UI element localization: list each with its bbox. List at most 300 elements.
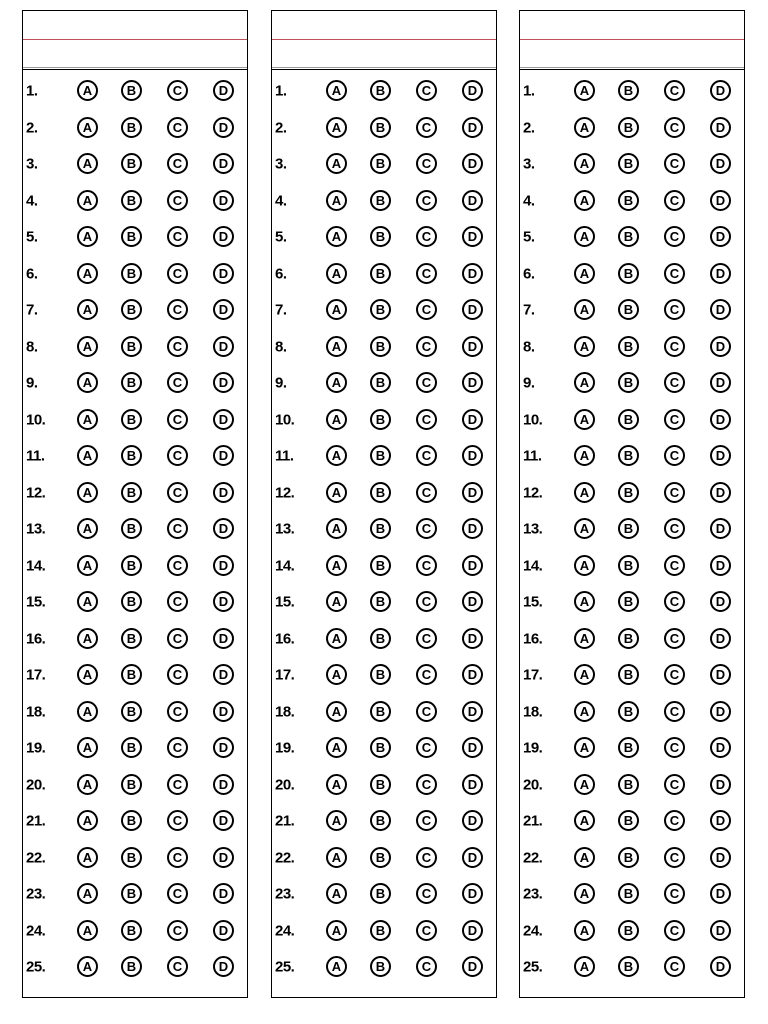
answer-bubble-d[interactable]: D: [213, 810, 234, 831]
answer-bubble-a[interactable]: A: [326, 190, 347, 211]
answer-bubble-c[interactable]: C: [167, 299, 188, 320]
answer-bubble-b[interactable]: B: [618, 591, 639, 612]
answer-bubble-d[interactable]: D: [462, 153, 483, 174]
answer-bubble-c[interactable]: C: [664, 117, 685, 138]
answer-bubble-d[interactable]: D: [462, 883, 483, 904]
answer-bubble-c[interactable]: C: [167, 883, 188, 904]
answer-bubble-c[interactable]: C: [167, 810, 188, 831]
answer-bubble-c[interactable]: C: [664, 737, 685, 758]
answer-bubble-a[interactable]: A: [326, 445, 347, 466]
answer-bubble-d[interactable]: D: [462, 409, 483, 430]
answer-bubble-a[interactable]: A: [77, 701, 98, 722]
answer-bubble-a[interactable]: A: [574, 591, 595, 612]
answer-bubble-c[interactable]: C: [416, 628, 437, 649]
answer-bubble-b[interactable]: B: [121, 482, 142, 503]
answer-bubble-d[interactable]: D: [213, 372, 234, 393]
answer-bubble-d[interactable]: D: [213, 555, 234, 576]
answer-bubble-a[interactable]: A: [326, 920, 347, 941]
answer-bubble-d[interactable]: D: [710, 810, 731, 831]
answer-bubble-d[interactable]: D: [462, 482, 483, 503]
answer-bubble-c[interactable]: C: [664, 482, 685, 503]
answer-bubble-b[interactable]: B: [370, 226, 391, 247]
answer-bubble-c[interactable]: C: [664, 372, 685, 393]
answer-bubble-c[interactable]: C: [416, 190, 437, 211]
answer-bubble-b[interactable]: B: [121, 664, 142, 685]
answer-bubble-a[interactable]: A: [574, 956, 595, 977]
answer-bubble-a[interactable]: A: [574, 226, 595, 247]
answer-bubble-c[interactable]: C: [167, 226, 188, 247]
answer-bubble-a[interactable]: A: [574, 117, 595, 138]
answer-bubble-a[interactable]: A: [574, 664, 595, 685]
answer-bubble-c[interactable]: C: [416, 737, 437, 758]
answer-bubble-b[interactable]: B: [370, 847, 391, 868]
answer-bubble-b[interactable]: B: [121, 774, 142, 795]
answer-bubble-b[interactable]: B: [618, 299, 639, 320]
answer-bubble-d[interactable]: D: [710, 117, 731, 138]
answer-bubble-d[interactable]: D: [462, 591, 483, 612]
answer-bubble-c[interactable]: C: [664, 226, 685, 247]
answer-bubble-a[interactable]: A: [326, 80, 347, 101]
answer-bubble-d[interactable]: D: [710, 920, 731, 941]
answer-bubble-b[interactable]: B: [370, 190, 391, 211]
answer-bubble-c[interactable]: C: [664, 956, 685, 977]
answer-bubble-d[interactable]: D: [462, 445, 483, 466]
answer-bubble-d[interactable]: D: [213, 336, 234, 357]
answer-bubble-a[interactable]: A: [326, 555, 347, 576]
answer-bubble-b[interactable]: B: [370, 80, 391, 101]
answer-bubble-a[interactable]: A: [574, 737, 595, 758]
answer-bubble-a[interactable]: A: [574, 555, 595, 576]
answer-bubble-a[interactable]: A: [77, 847, 98, 868]
answer-bubble-c[interactable]: C: [664, 555, 685, 576]
answer-bubble-a[interactable]: A: [574, 190, 595, 211]
answer-bubble-a[interactable]: A: [326, 701, 347, 722]
answer-bubble-c[interactable]: C: [416, 226, 437, 247]
answer-bubble-b[interactable]: B: [618, 372, 639, 393]
answer-bubble-d[interactable]: D: [710, 664, 731, 685]
answer-bubble-d[interactable]: D: [710, 226, 731, 247]
answer-bubble-b[interactable]: B: [121, 117, 142, 138]
answer-bubble-d[interactable]: D: [462, 737, 483, 758]
answer-bubble-b[interactable]: B: [121, 336, 142, 357]
answer-bubble-b[interactable]: B: [121, 810, 142, 831]
answer-bubble-b[interactable]: B: [121, 80, 142, 101]
answer-bubble-b[interactable]: B: [121, 299, 142, 320]
answer-bubble-b[interactable]: B: [121, 883, 142, 904]
answer-bubble-c[interactable]: C: [167, 336, 188, 357]
answer-bubble-b[interactable]: B: [121, 263, 142, 284]
answer-bubble-d[interactable]: D: [710, 80, 731, 101]
answer-bubble-a[interactable]: A: [77, 883, 98, 904]
answer-bubble-d[interactable]: D: [213, 263, 234, 284]
answer-bubble-b[interactable]: B: [618, 664, 639, 685]
answer-bubble-b[interactable]: B: [618, 701, 639, 722]
answer-bubble-a[interactable]: A: [574, 153, 595, 174]
answer-bubble-d[interactable]: D: [213, 664, 234, 685]
answer-bubble-a[interactable]: A: [574, 774, 595, 795]
answer-bubble-d[interactable]: D: [462, 80, 483, 101]
answer-bubble-c[interactable]: C: [167, 190, 188, 211]
answer-bubble-c[interactable]: C: [167, 263, 188, 284]
answer-bubble-c[interactable]: C: [664, 80, 685, 101]
answer-bubble-b[interactable]: B: [618, 80, 639, 101]
answer-bubble-a[interactable]: A: [326, 956, 347, 977]
answer-bubble-c[interactable]: C: [416, 774, 437, 795]
answer-bubble-d[interactable]: D: [213, 482, 234, 503]
answer-bubble-a[interactable]: A: [574, 445, 595, 466]
answer-bubble-b[interactable]: B: [618, 409, 639, 430]
answer-bubble-b[interactable]: B: [370, 664, 391, 685]
answer-bubble-c[interactable]: C: [664, 153, 685, 174]
answer-bubble-c[interactable]: C: [664, 883, 685, 904]
answer-bubble-d[interactable]: D: [710, 372, 731, 393]
answer-bubble-b[interactable]: B: [618, 263, 639, 284]
answer-bubble-a[interactable]: A: [574, 263, 595, 284]
answer-bubble-c[interactable]: C: [167, 482, 188, 503]
answer-bubble-d[interactable]: D: [462, 847, 483, 868]
answer-bubble-d[interactable]: D: [213, 774, 234, 795]
answer-bubble-c[interactable]: C: [167, 737, 188, 758]
answer-bubble-a[interactable]: A: [326, 226, 347, 247]
answer-bubble-d[interactable]: D: [213, 190, 234, 211]
answer-bubble-d[interactable]: D: [710, 628, 731, 649]
answer-bubble-b[interactable]: B: [370, 445, 391, 466]
answer-bubble-d[interactable]: D: [710, 555, 731, 576]
answer-bubble-a[interactable]: A: [326, 299, 347, 320]
answer-bubble-b[interactable]: B: [370, 117, 391, 138]
answer-bubble-b[interactable]: B: [121, 445, 142, 466]
answer-bubble-d[interactable]: D: [213, 409, 234, 430]
answer-bubble-b[interactable]: B: [618, 883, 639, 904]
answer-bubble-b[interactable]: B: [121, 372, 142, 393]
answer-bubble-b[interactable]: B: [370, 299, 391, 320]
answer-bubble-c[interactable]: C: [167, 80, 188, 101]
answer-bubble-b[interactable]: B: [370, 701, 391, 722]
answer-bubble-c[interactable]: C: [416, 299, 437, 320]
answer-bubble-b[interactable]: B: [121, 956, 142, 977]
answer-bubble-c[interactable]: C: [416, 482, 437, 503]
answer-bubble-c[interactable]: C: [664, 628, 685, 649]
answer-bubble-b[interactable]: B: [370, 336, 391, 357]
answer-bubble-d[interactable]: D: [710, 190, 731, 211]
answer-bubble-a[interactable]: A: [77, 956, 98, 977]
answer-bubble-a[interactable]: A: [77, 591, 98, 612]
answer-bubble-a[interactable]: A: [326, 117, 347, 138]
answer-bubble-c[interactable]: C: [416, 956, 437, 977]
answer-bubble-b[interactable]: B: [370, 372, 391, 393]
answer-bubble-a[interactable]: A: [574, 883, 595, 904]
answer-bubble-a[interactable]: A: [326, 372, 347, 393]
answer-bubble-c[interactable]: C: [167, 956, 188, 977]
answer-bubble-d[interactable]: D: [462, 372, 483, 393]
answer-bubble-a[interactable]: A: [77, 372, 98, 393]
answer-bubble-a[interactable]: A: [77, 920, 98, 941]
answer-bubble-c[interactable]: C: [416, 920, 437, 941]
answer-bubble-c[interactable]: C: [416, 80, 437, 101]
answer-bubble-d[interactable]: D: [710, 153, 731, 174]
answer-bubble-c[interactable]: C: [416, 153, 437, 174]
answer-bubble-a[interactable]: A: [77, 117, 98, 138]
answer-bubble-a[interactable]: A: [574, 628, 595, 649]
answer-bubble-d[interactable]: D: [462, 518, 483, 539]
answer-bubble-b[interactable]: B: [618, 190, 639, 211]
answer-bubble-a[interactable]: A: [326, 591, 347, 612]
answer-bubble-c[interactable]: C: [416, 847, 437, 868]
answer-bubble-b[interactable]: B: [370, 774, 391, 795]
answer-bubble-c[interactable]: C: [664, 299, 685, 320]
answer-bubble-c[interactable]: C: [664, 518, 685, 539]
answer-bubble-d[interactable]: D: [462, 810, 483, 831]
answer-bubble-d[interactable]: D: [462, 263, 483, 284]
answer-bubble-c[interactable]: C: [664, 190, 685, 211]
answer-bubble-b[interactable]: B: [370, 409, 391, 430]
answer-bubble-c[interactable]: C: [416, 518, 437, 539]
answer-bubble-d[interactable]: D: [710, 299, 731, 320]
answer-bubble-c[interactable]: C: [167, 847, 188, 868]
answer-bubble-a[interactable]: A: [574, 810, 595, 831]
answer-bubble-b[interactable]: B: [370, 591, 391, 612]
answer-bubble-b[interactable]: B: [370, 153, 391, 174]
answer-bubble-c[interactable]: C: [416, 263, 437, 284]
answer-bubble-c[interactable]: C: [664, 847, 685, 868]
answer-bubble-b[interactable]: B: [121, 190, 142, 211]
answer-bubble-b[interactable]: B: [121, 555, 142, 576]
answer-bubble-c[interactable]: C: [416, 810, 437, 831]
answer-bubble-a[interactable]: A: [77, 774, 98, 795]
answer-bubble-c[interactable]: C: [664, 591, 685, 612]
answer-bubble-d[interactable]: D: [213, 737, 234, 758]
answer-bubble-b[interactable]: B: [370, 555, 391, 576]
answer-bubble-d[interactable]: D: [710, 774, 731, 795]
answer-bubble-d[interactable]: D: [710, 956, 731, 977]
answer-bubble-a[interactable]: A: [77, 737, 98, 758]
answer-bubble-c[interactable]: C: [167, 555, 188, 576]
answer-bubble-a[interactable]: A: [77, 409, 98, 430]
answer-bubble-a[interactable]: A: [77, 299, 98, 320]
answer-bubble-b[interactable]: B: [618, 774, 639, 795]
answer-bubble-a[interactable]: A: [77, 628, 98, 649]
answer-bubble-d[interactable]: D: [710, 883, 731, 904]
answer-bubble-d[interactable]: D: [462, 701, 483, 722]
answer-bubble-c[interactable]: C: [416, 336, 437, 357]
answer-bubble-d[interactable]: D: [462, 117, 483, 138]
answer-bubble-d[interactable]: D: [213, 591, 234, 612]
answer-bubble-b[interactable]: B: [618, 920, 639, 941]
answer-bubble-c[interactable]: C: [167, 117, 188, 138]
answer-bubble-a[interactable]: A: [77, 336, 98, 357]
answer-bubble-a[interactable]: A: [574, 299, 595, 320]
answer-bubble-d[interactable]: D: [213, 299, 234, 320]
answer-bubble-a[interactable]: A: [574, 482, 595, 503]
answer-bubble-a[interactable]: A: [326, 409, 347, 430]
answer-bubble-a[interactable]: A: [574, 409, 595, 430]
answer-bubble-d[interactable]: D: [710, 737, 731, 758]
answer-bubble-a[interactable]: A: [574, 701, 595, 722]
answer-bubble-a[interactable]: A: [326, 810, 347, 831]
answer-bubble-d[interactable]: D: [462, 628, 483, 649]
answer-bubble-d[interactable]: D: [213, 518, 234, 539]
answer-bubble-d[interactable]: D: [710, 409, 731, 430]
answer-bubble-a[interactable]: A: [77, 153, 98, 174]
answer-bubble-d[interactable]: D: [462, 920, 483, 941]
answer-bubble-d[interactable]: D: [213, 226, 234, 247]
answer-bubble-b[interactable]: B: [370, 956, 391, 977]
answer-bubble-d[interactable]: D: [462, 555, 483, 576]
answer-bubble-c[interactable]: C: [167, 701, 188, 722]
answer-bubble-a[interactable]: A: [574, 372, 595, 393]
answer-bubble-b[interactable]: B: [370, 883, 391, 904]
answer-bubble-b[interactable]: B: [618, 555, 639, 576]
answer-bubble-b[interactable]: B: [121, 847, 142, 868]
answer-bubble-b[interactable]: B: [121, 153, 142, 174]
answer-bubble-c[interactable]: C: [416, 445, 437, 466]
answer-bubble-c[interactable]: C: [416, 883, 437, 904]
answer-bubble-c[interactable]: C: [167, 518, 188, 539]
answer-bubble-c[interactable]: C: [416, 372, 437, 393]
answer-bubble-d[interactable]: D: [213, 445, 234, 466]
answer-bubble-a[interactable]: A: [326, 263, 347, 284]
answer-bubble-c[interactable]: C: [664, 774, 685, 795]
answer-bubble-b[interactable]: B: [121, 628, 142, 649]
answer-bubble-d[interactable]: D: [462, 190, 483, 211]
answer-bubble-a[interactable]: A: [326, 774, 347, 795]
answer-bubble-d[interactable]: D: [462, 956, 483, 977]
answer-bubble-d[interactable]: D: [462, 336, 483, 357]
answer-bubble-d[interactable]: D: [710, 263, 731, 284]
answer-bubble-c[interactable]: C: [664, 263, 685, 284]
answer-bubble-a[interactable]: A: [326, 628, 347, 649]
answer-bubble-a[interactable]: A: [77, 482, 98, 503]
answer-bubble-b[interactable]: B: [121, 591, 142, 612]
answer-bubble-b[interactable]: B: [370, 737, 391, 758]
answer-bubble-c[interactable]: C: [167, 153, 188, 174]
answer-bubble-c[interactable]: C: [664, 336, 685, 357]
answer-bubble-b[interactable]: B: [618, 117, 639, 138]
answer-bubble-d[interactable]: D: [710, 847, 731, 868]
answer-bubble-d[interactable]: D: [213, 117, 234, 138]
answer-bubble-a[interactable]: A: [77, 190, 98, 211]
answer-bubble-b[interactable]: B: [121, 701, 142, 722]
answer-bubble-b[interactable]: B: [370, 263, 391, 284]
answer-bubble-c[interactable]: C: [664, 810, 685, 831]
answer-bubble-c[interactable]: C: [167, 664, 188, 685]
answer-bubble-d[interactable]: D: [710, 445, 731, 466]
answer-bubble-b[interactable]: B: [618, 628, 639, 649]
answer-bubble-c[interactable]: C: [167, 591, 188, 612]
answer-bubble-d[interactable]: D: [213, 883, 234, 904]
answer-bubble-a[interactable]: A: [77, 226, 98, 247]
answer-bubble-b[interactable]: B: [618, 956, 639, 977]
answer-bubble-d[interactable]: D: [213, 153, 234, 174]
answer-bubble-a[interactable]: A: [77, 810, 98, 831]
answer-bubble-a[interactable]: A: [326, 883, 347, 904]
answer-bubble-a[interactable]: A: [574, 80, 595, 101]
answer-bubble-b[interactable]: B: [618, 482, 639, 503]
answer-bubble-d[interactable]: D: [710, 701, 731, 722]
answer-bubble-c[interactable]: C: [664, 920, 685, 941]
answer-bubble-d[interactable]: D: [710, 518, 731, 539]
answer-bubble-a[interactable]: A: [326, 482, 347, 503]
answer-bubble-d[interactable]: D: [462, 664, 483, 685]
answer-bubble-b[interactable]: B: [618, 518, 639, 539]
answer-bubble-d[interactable]: D: [462, 299, 483, 320]
answer-bubble-b[interactable]: B: [618, 847, 639, 868]
answer-bubble-a[interactable]: A: [326, 153, 347, 174]
answer-bubble-b[interactable]: B: [618, 336, 639, 357]
answer-bubble-c[interactable]: C: [416, 701, 437, 722]
answer-bubble-a[interactable]: A: [326, 737, 347, 758]
answer-bubble-d[interactable]: D: [462, 226, 483, 247]
answer-bubble-a[interactable]: A: [77, 445, 98, 466]
answer-bubble-d[interactable]: D: [213, 628, 234, 649]
answer-bubble-b[interactable]: B: [618, 810, 639, 831]
answer-bubble-c[interactable]: C: [416, 117, 437, 138]
answer-bubble-b[interactable]: B: [370, 628, 391, 649]
answer-bubble-c[interactable]: C: [167, 445, 188, 466]
answer-bubble-b[interactable]: B: [618, 737, 639, 758]
answer-bubble-a[interactable]: A: [326, 336, 347, 357]
answer-bubble-b[interactable]: B: [618, 153, 639, 174]
answer-bubble-b[interactable]: B: [618, 226, 639, 247]
answer-bubble-c[interactable]: C: [664, 664, 685, 685]
answer-bubble-c[interactable]: C: [664, 701, 685, 722]
answer-bubble-c[interactable]: C: [664, 409, 685, 430]
answer-bubble-b[interactable]: B: [121, 920, 142, 941]
answer-bubble-c[interactable]: C: [167, 774, 188, 795]
answer-bubble-a[interactable]: A: [77, 555, 98, 576]
answer-bubble-c[interactable]: C: [167, 920, 188, 941]
answer-bubble-b[interactable]: B: [121, 226, 142, 247]
answer-bubble-d[interactable]: D: [710, 336, 731, 357]
answer-bubble-a[interactable]: A: [574, 336, 595, 357]
answer-bubble-a[interactable]: A: [326, 847, 347, 868]
answer-bubble-c[interactable]: C: [416, 591, 437, 612]
answer-bubble-b[interactable]: B: [370, 518, 391, 539]
answer-bubble-d[interactable]: D: [213, 847, 234, 868]
answer-bubble-b[interactable]: B: [121, 737, 142, 758]
answer-bubble-b[interactable]: B: [618, 445, 639, 466]
answer-bubble-a[interactable]: A: [77, 263, 98, 284]
answer-bubble-d[interactable]: D: [213, 80, 234, 101]
answer-bubble-d[interactable]: D: [462, 774, 483, 795]
answer-bubble-b[interactable]: B: [370, 482, 391, 503]
answer-bubble-b[interactable]: B: [370, 920, 391, 941]
answer-bubble-b[interactable]: B: [370, 810, 391, 831]
answer-bubble-c[interactable]: C: [416, 664, 437, 685]
answer-bubble-a[interactable]: A: [326, 664, 347, 685]
answer-bubble-c[interactable]: C: [416, 409, 437, 430]
answer-bubble-c[interactable]: C: [167, 409, 188, 430]
answer-bubble-a[interactable]: A: [574, 518, 595, 539]
answer-bubble-d[interactable]: D: [710, 482, 731, 503]
answer-bubble-c[interactable]: C: [167, 372, 188, 393]
answer-bubble-a[interactable]: A: [326, 518, 347, 539]
answer-bubble-c[interactable]: C: [416, 555, 437, 576]
answer-bubble-d[interactable]: D: [710, 591, 731, 612]
answer-bubble-d[interactable]: D: [213, 920, 234, 941]
answer-bubble-a[interactable]: A: [574, 920, 595, 941]
answer-bubble-a[interactable]: A: [77, 518, 98, 539]
answer-bubble-d[interactable]: D: [213, 956, 234, 977]
answer-bubble-c[interactable]: C: [664, 445, 685, 466]
answer-bubble-c[interactable]: C: [167, 628, 188, 649]
answer-bubble-d[interactable]: D: [213, 701, 234, 722]
answer-bubble-b[interactable]: B: [121, 518, 142, 539]
answer-bubble-a[interactable]: A: [77, 664, 98, 685]
answer-bubble-b[interactable]: B: [121, 409, 142, 430]
answer-bubble-a[interactable]: A: [77, 80, 98, 101]
answer-bubble-a[interactable]: A: [574, 847, 595, 868]
